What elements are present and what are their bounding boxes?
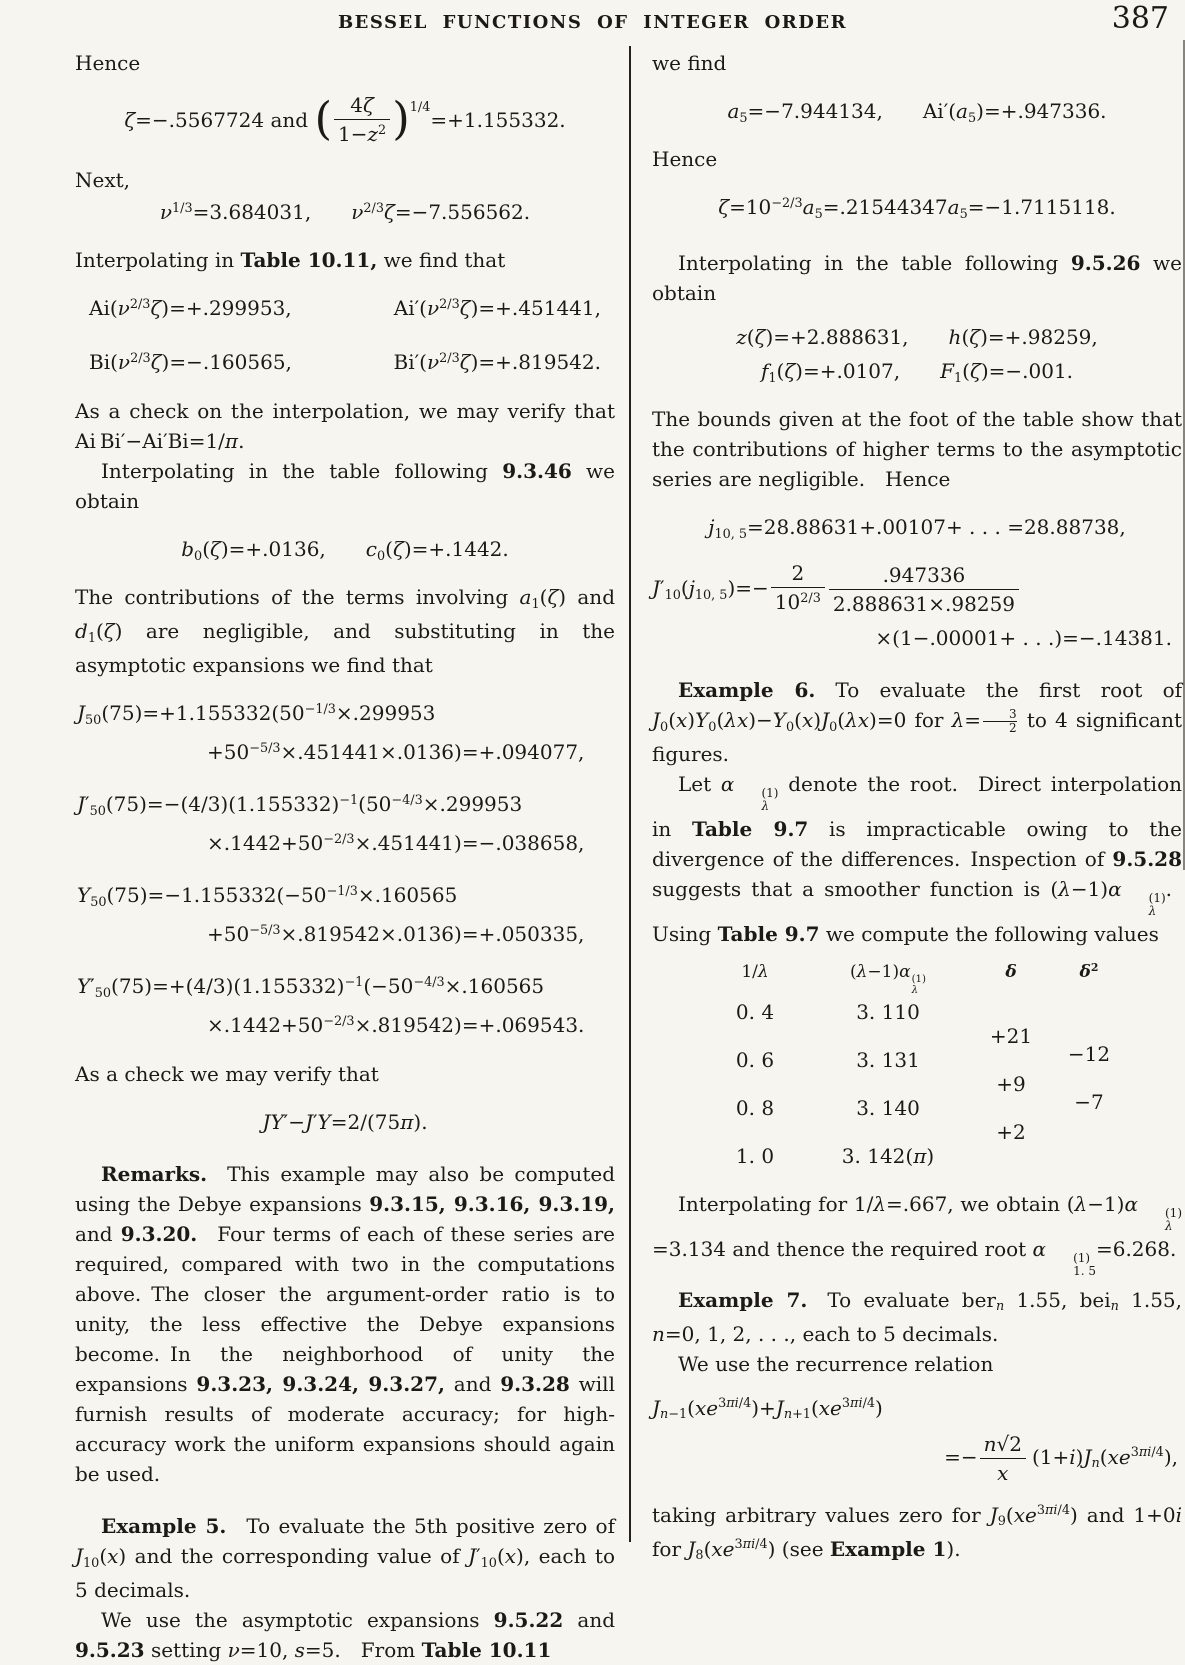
- paragraph-remarks: Remarks. This example may also be computed using the Debye expansions 9.3.15, 9.3.16, 9.3.19, and 9.3.20. Four terms of each of these series are required, compared with two in the computations above. The closer the argument-order ratio is to unity, the less effective the Debye expansions become. In the neighborhood of unity the expansions 9.3.23, 9.3.24, 9.3.27, and 9.3.28 will furnish results of moderate accuracy; for high-accuracy work the uniform expansions should again be used.: [75, 1162, 615, 1486]
- paragraph-interpolating-table-10-11: Interpolating in Table 10.11, we find that: [75, 248, 506, 272]
- paragraph-check-verify: As a check we may verify that: [75, 1062, 379, 1086]
- table-header-delta: δ: [1005, 961, 1017, 982]
- table-cell-v-3: 3. 142(π): [841, 1143, 935, 1168]
- equation-zeta-value: ζ=−.5567724 and ( $\frac{4\zeta}{1-z^2}$ )$^{1/4}$=+1.155332.: [75, 92, 615, 151]
- paragraph-hence-right: Hence: [652, 147, 718, 171]
- column-divider-rule: [629, 46, 631, 1542]
- table-cell-delta2-0: −12: [1067, 1041, 1111, 1066]
- equation-J50-line1: $J_{50}(75)=+1.155332(50^{-1/3}\times.299953$: [77, 701, 436, 728]
- equation-J50-line2: $+50^{-5/3}\times.451441\times.0136)=+.094077$,: [207, 740, 585, 764]
- equation-zeta-a5: $\zeta=10^{-2/3}a_5=.21544347a_5=-1.7115118$.: [718, 195, 1116, 222]
- table-cell-v-2: 3. 140: [856, 1095, 920, 1120]
- equation-J50: [75, 698, 615, 771]
- equation-ai: $Ai(\nu^{2/3}\zeta)=+.299953$,: [89, 296, 292, 320]
- paragraph-interpolating-667: Interpolating for 1/λ=.667, we obtain (λ−1)α (1) λ =3.134 and thence the required root α (1) 1. 5 =6.268.: [652, 1191, 1182, 1279]
- page-number: 387: [1111, 1, 1169, 36]
- equation-nu-powers: $\nu^{1/3}=3.684031$, $\nu^{2/3}\zeta=-7.556562$.: [159, 200, 531, 224]
- equation-J50-prime-line1: $J'_{50}(75)=-(4/3)(1.155332)^{-1}(50^{-4/3}\times.299953$: [77, 792, 523, 819]
- equation-J10-prime-line2: ×(1−.00001+ . . .)=−.14381.: [875, 626, 1172, 650]
- table-cell-x-1: 0. 6: [735, 1047, 775, 1072]
- paragraph-recurrence: We use the recurrence relation: [678, 1351, 994, 1376]
- equation-Y50-prime-line2: $\times.1442+50^{-2/3}\times.819542)=+.069543$.: [207, 1013, 585, 1037]
- left-column: [75, 48, 615, 1665]
- equation-recurrence-line2: =− $\frac{n√2}{x}$ $(1+i)J_n(xe^{3\pi i/4})$,: [944, 1431, 1178, 1485]
- equation-row-airy: [75, 293, 615, 327]
- table-cell-v-0: 3. 110: [856, 999, 920, 1024]
- paragraph-we-find: we find: [652, 51, 727, 75]
- table-header-lambda-function: (λ−1)α (1) λ: [849, 961, 927, 997]
- equation-Y50-prime-line1: $Y'_{50}(75)=+(4/3)(1.155332)^{-1}(-50^{-4/3}\times.160565$: [77, 974, 545, 1001]
- equation-Y50: [75, 880, 615, 953]
- paragraph-check-interpolation: As a check on the interpolation, we may verify that Ai Bi′−Ai′Bi=1/π.: [75, 399, 615, 453]
- paragraph-interpolating-9-5-26: Interpolating in the table following 9.5.26 we obtain: [652, 251, 1182, 305]
- equation-a5: $a_5=-7.944134$, $Ai'(a_5)=+.947336$.: [727, 99, 1107, 126]
- equation-wronskian: JY′−J′Y=2/(75π).: [262, 1110, 428, 1134]
- paragraph-hence: Hence: [75, 51, 141, 75]
- table-cell-v-1: 3. 131: [856, 1047, 920, 1072]
- table-cell-x-3: 1. 0: [735, 1143, 775, 1168]
- paragraph-example-5: Example 5. To evaluate the 5th positive zero of $J_{10}(x)$ and the corresponding value of $J'_{10}(x)$, each to 5 decimals.: [75, 1514, 615, 1602]
- paragraph-interpolating-9-3-46: Interpolating in the table following 9.3.46 we obtain: [75, 459, 615, 513]
- paragraph-we-use-expansions: We use the asymptotic expansions 9.5.22 and 9.5.23 setting ν=10, s=5. From Table 10.11: [75, 1608, 615, 1662]
- equation-bi: $Bi(\nu^{2/3}\zeta)=-.160565$,: [89, 350, 292, 374]
- equation-Y50-line1: $Y_{50}(75)=-1.155332(-50^{-1/3}\times.160565$: [77, 883, 458, 910]
- paragraph-taking-values: taking arbitrary values zero for $J_9(xe^{3\pi i/4})$ and 1+0i for $J_8(xe^{3\pi i/4})$ (see Example 1).: [652, 1502, 1182, 1564]
- equation-J50-prime-line2: $\times.1442+50^{-2/3}\times.451441)=-.038658$,: [207, 831, 585, 855]
- right-column: [652, 48, 1182, 1568]
- table-cell-delta-0: +21: [989, 1023, 1033, 1048]
- paragraph-bounds: The bounds given at the foot of the table show that the contributions of higher terms to the asymptotic series are negligible. Hence: [652, 407, 1182, 491]
- table-header-delta-squared: $\delta^2$: [1079, 960, 1099, 982]
- paragraph-next: Next,: [75, 168, 131, 192]
- equation-row-bairy: [75, 347, 615, 381]
- table-cell-x-2: 0. 8: [735, 1095, 775, 1120]
- equation-recurrence-line1: $J_{n-1}(xe^{3\pi i/4})+J_{n+1}(xe^{3\pi i/4})$: [652, 1395, 883, 1423]
- paragraph-contributions: The contributions of the terms involving $a_1(\zeta)$ and $d_1(\zeta)$ are negligible, and substituting in the asymptotic expansions we find that: [75, 585, 615, 677]
- table-header-1-over-lambda: 1/λ: [741, 961, 769, 982]
- equation-J50-prime: [75, 789, 615, 862]
- table-cell-delta-1: +9: [996, 1071, 1026, 1096]
- table-cell-x-0: 0. 4: [735, 999, 775, 1024]
- equation-bi-prime: $Bi'(\nu^{2/3}\zeta)=+.819542$.: [393, 350, 601, 374]
- paragraph-example-6: Example 6. To evaluate the first root of $J_0(x)Y_0(\lambda x)-Y_0(x)J_0(\lambda x)=0$ for λ= $\frac{3}{2}$ to 4 significant figures.: [652, 678, 1183, 766]
- running-head: [0, 1, 1185, 48]
- difference-table: [652, 961, 1182, 1175]
- equation-j10-5: $j_{10, 5}=28.88631+.00107+$ . . . =28.88738,: [708, 515, 1126, 542]
- equation-J10-prime-line1: $J'_{10}(j_{10, 5})=-$ $\frac{2}{10^{2/3}}$ $\frac{.947336}{2.888631\times.98259}$: [652, 560, 1182, 619]
- equation-b0-c0: $b_0(\zeta)=+.0136$, $c_0(\zeta)=+.1442$.: [181, 537, 509, 564]
- table-cell-delta-2: +2: [996, 1119, 1026, 1144]
- page-title: BESSEL FUNCTIONS OF INTEGER ORDER: [337, 12, 848, 33]
- equation-f1-F1: $f_1(\zeta)=+.0107$, $F_1(\zeta)=-.001$.: [760, 359, 1074, 386]
- equation-Y50-prime: [75, 971, 615, 1044]
- equation-ai-prime: $Ai'(\nu^{2/3}\zeta)=+.451441$,: [393, 296, 601, 320]
- equation-Y50-line2: $+50^{-5/3}\times.819542\times.0136)=+.050335$,: [207, 922, 585, 946]
- table-cell-delta2-1: −7: [1074, 1089, 1104, 1114]
- paragraph-example-7: Example 7. To evaluate ber$_n$ 1.55, bei$_n$ 1.55, n=0, 1, 2, . . ., each to 5 decimals.: [652, 1287, 1183, 1346]
- equation-z-h: z(ζ)=+2.888631, h(ζ)=+.98259,: [736, 325, 1098, 349]
- paragraph-let-root: Let α (1) λ denote the root. Direct interpolation in Table 9.7 is impracticable owing to the divergence of the differences. Inspection of 9.5.28 suggests that a smoother function is (λ−1)α (1) λ . Using Table 9.7 we compute the following values: [652, 772, 1183, 946]
